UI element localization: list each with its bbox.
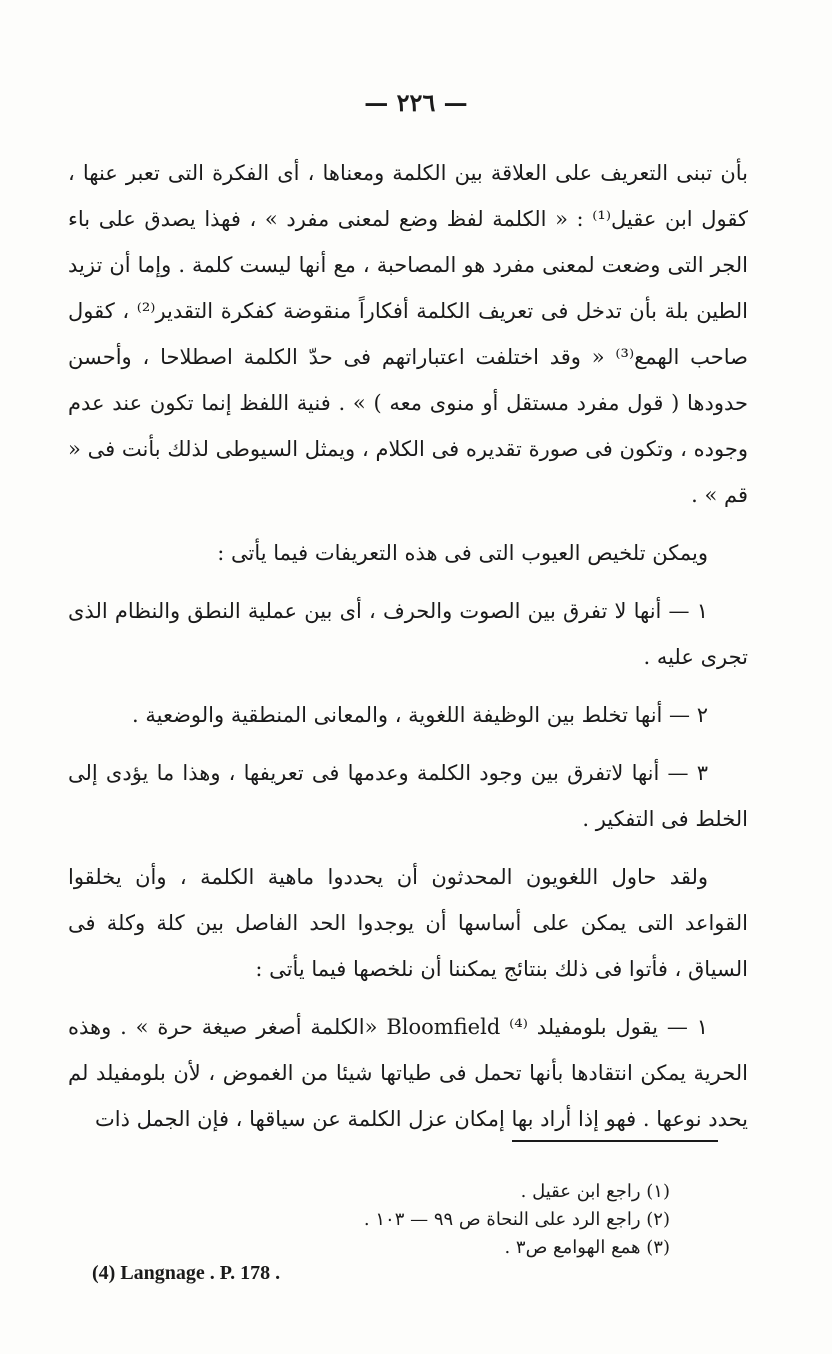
paragraph-summary-intro: ويمكن تلخيص العيوب التى فى هذه التعريفات فيما يأتى : xyxy=(217,541,708,565)
page-number: — ٢٢٦ — xyxy=(364,88,468,117)
list-item-defect-1: ١ — أنها لا تفرق بين الصوت والحرف ، أى بين عملية النطق والنظام الذى تجرى عليه . xyxy=(68,599,748,669)
body-text xyxy=(68,150,748,1142)
list-item-bloomfield: ١ — يقول بلومفيلد Bloomfield ⁽⁴⁾ «الكلمة أصغر صيغة حرة » . وهذه الحرية يمكن انتقادها بأنها تحمل فى طياتها شيئا من الغموض ، لأن بلومفيلد لم يحدد نوعها . فهو إذا أراد بها إمكان عزل الكلمة عن سياقها ، فإن الجمل ذات xyxy=(68,1015,748,1131)
list-item-defect-2: ٢ — أنها تخلط بين الوظيفة اللغوية ، والمعانى المنطقية والوضعية . xyxy=(132,703,708,727)
paragraph-definitions-critique: بأن تبنى التعريف على العلاقة بين الكلمة ومعناها ، أى الفكرة التى تعبر عنها ، كقول ابن عقيل⁽¹⁾ : « الكلمة لفظ وضع لمعنى مفرد » ، فهذا يصدق على باء الجر التى وضعت لمعنى مفرد هو المصاحبة ، مع أنها ليست كلمة . وإما أن تزيد الطين بلة بأن تدخل فى تعريف الكلمة أفكاراً منقوضة كفكرة التقدير⁽²⁾ ، كقول صاحب الهمع⁽³⁾ « وقد اختلفت اعتباراتهم فى حدّ الكلمة اصطلاحا ، وأحسن حدودها ( قول مفرد مستقل أو منوى معه ) » . فنية اللفظ إنما تكون عند عدم وجوده ، وتكون فى صورة تقديره فى الكلام ، ويمثل السيوطى لذلك بأنت فى « قم » . xyxy=(68,161,749,507)
footnotes xyxy=(300,1178,670,1262)
footnote-2: (٢) راجع الرد على النحاة ص ٩٩ — ١٠٣ . xyxy=(363,1209,670,1230)
footnote-4-latin: (4) Langnage . P. 178 . xyxy=(92,1262,281,1284)
footnote-divider xyxy=(512,1140,718,1142)
footnote-1: (١) راجع ابن عقيل . xyxy=(520,1181,670,1202)
list-item-defect-3: ٣ — أنها لاتفرق بين وجود الكلمة وعدمها فى تعريفها ، وهذا ما يؤدى إلى الخلط فى التفكير . xyxy=(68,761,748,831)
paragraph-modern-linguists: ولقد حاول اللغويون المحدثون أن يحددوا ماهية الكلمة ، وأن يخلقوا القواعد التى يمكن على أساسها أن يوجدوا الحد الفاصل بين كلة وكلة فى السياق ، فأتوا فى ذلك بنتائج يمكننا أن نلخصها فيما يأتى : xyxy=(68,865,748,981)
footnote-3: (٣) همع الهوامع ص٣ . xyxy=(504,1237,670,1258)
